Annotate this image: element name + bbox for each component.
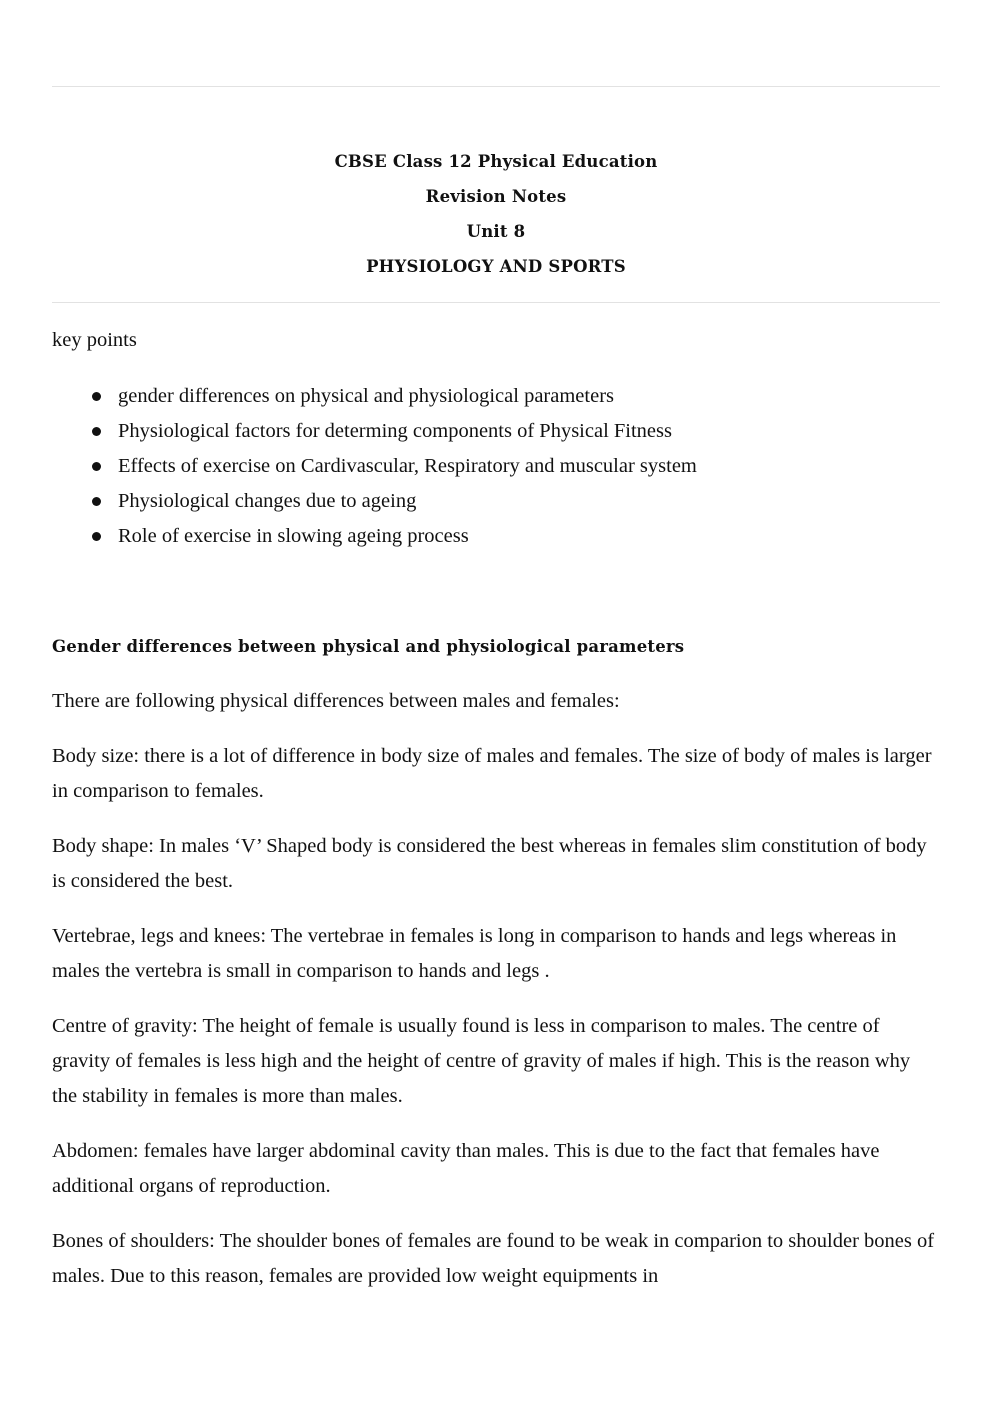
paragraph-body-shape: Body shape: In males ‘V’ Shaped body is considered the best whereas in females slim constitution of body is considered the best.: [52, 835, 927, 892]
section-body: [52, 684, 940, 1314]
paragraph-abdomen: Abdomen: females have larger abdominal cavity than males. This is due to the fact that females have additional organs of reproduction.: [52, 1140, 880, 1197]
header-unit: Unit 8: [466, 222, 526, 241]
document-header: [52, 144, 940, 284]
header-topic: PHYSIOLOGY AND SPORTS: [366, 257, 626, 276]
bullet-icon: [92, 392, 101, 401]
paragraph-centre-of-gravity: Centre of gravity: The height of female is usually found is less in comparison to males. The centre of gravity of females is less high and the height of centre of gravity of males if high. This is the reason why the stability in females is more than males.: [52, 1015, 911, 1107]
list-item: [92, 379, 697, 414]
paragraph-intro: There are following physical differences between males and females:: [52, 690, 620, 712]
paragraph-vertebrae: Vertebrae, legs and knees: The vertebrae in females is long in comparison to hands and legs whereas in males the vertebra is small in comparison to hands and legs .: [52, 925, 897, 982]
header-title: CBSE Class 12 Physical Education: [334, 152, 658, 171]
paragraph-shoulder-bones: Bones of shoulders: The shoulder bones of females are found to be weak in comparion to shoulder bones of males. Due to this reason, females are provided low weight equipments in: [52, 1230, 935, 1287]
list-item: [92, 414, 697, 449]
bullet-icon: [92, 462, 101, 471]
list-item: [92, 449, 697, 484]
key-points-list: [92, 379, 697, 554]
bullet-icon: [92, 427, 101, 436]
key-points-label: key points: [52, 329, 137, 351]
top-divider: [52, 86, 940, 87]
section-heading: Gender differences between physical and physiological parameters: [52, 637, 685, 656]
header-divider: [52, 302, 940, 303]
list-item-text: Physiological factors for determing components of Physical Fitness: [118, 420, 672, 442]
bullet-icon: [92, 497, 101, 506]
list-item-text: Role of exercise in slowing ageing process: [118, 525, 469, 547]
list-item-text: Physiological changes due to ageing: [118, 490, 417, 512]
list-item: [92, 519, 697, 554]
list-item-text: gender differences on physical and physiological parameters: [118, 385, 614, 407]
header-subtitle: Revision Notes: [425, 187, 567, 206]
list-item-text: Effects of exercise on Cardivascular, Respiratory and muscular system: [118, 455, 697, 477]
paragraph-body-size: Body size: there is a lot of difference in body size of males and females. The size of body of males is larger in comparison to females.: [52, 745, 932, 802]
list-item: [92, 484, 697, 519]
bullet-icon: [92, 532, 101, 541]
